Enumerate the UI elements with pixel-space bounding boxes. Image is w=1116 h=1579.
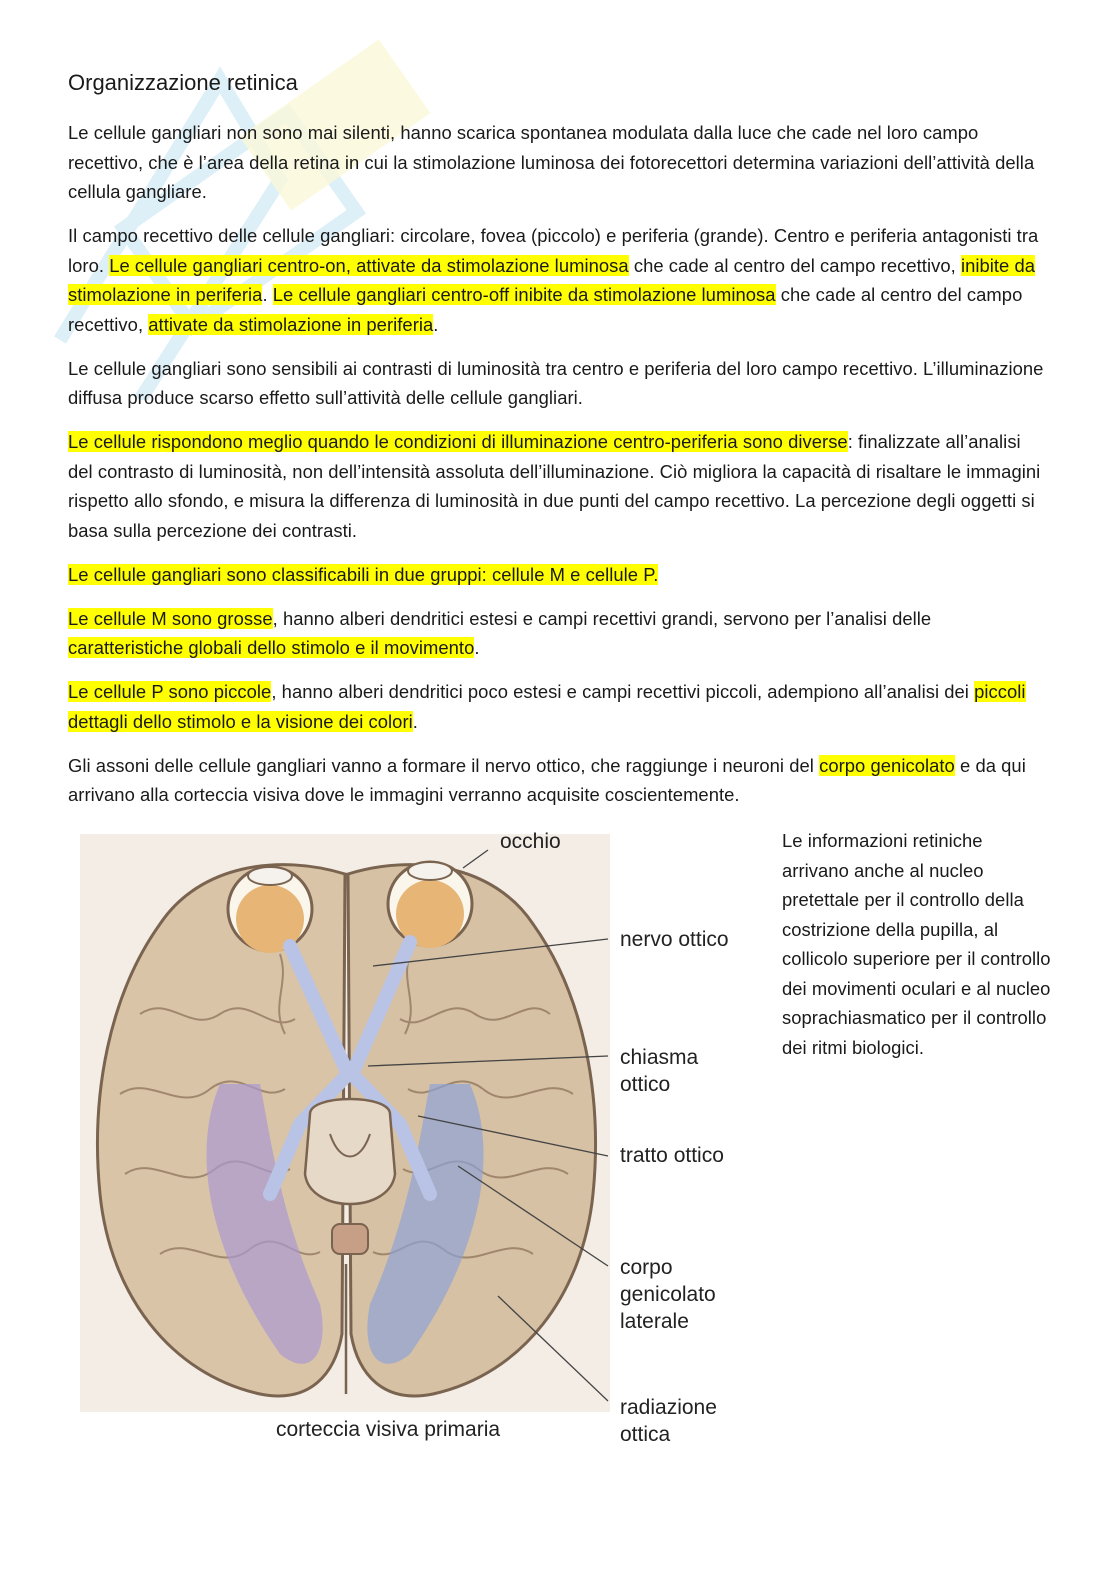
side-note: Le informazioni retiniche arrivano anche al nucleo pretettale per il controllo della costrizione della pupilla, al collicolo superiore per il controllo dei movimenti oculari e al nucleo soprachiasmatico per il controllo dei ritmi biologici. (782, 830, 1051, 1058)
highlighted-text: corpo genicolato (819, 754, 955, 776)
paragraph (68, 751, 1048, 810)
paragraph-list (68, 118, 1048, 810)
highlighted-text: Le cellule gangliari centro-off inibite da stimolazione luminosa (272, 284, 776, 305)
label-radiazione-line1: radiazione (620, 1396, 717, 1419)
highlighted-text: Le cellule M sono grosse (68, 607, 273, 629)
figure-row (68, 826, 1058, 1466)
text-run: Le cellule gangliari non sono mai silenti, hanno scarica spontanea modulata dalla luce che cade nel loro campo recettivo, che è l’area della retina in cui la stimolazione luminosa dei fotorecettori determina variazioni dell’attività della cellula gangliare. (68, 122, 1035, 202)
text-run: che cade al centro del campo recettivo, (628, 254, 961, 276)
highlighted-text: inibite da stimolazione in periferia (68, 254, 1036, 305)
label-chiasma-line2: ottico (620, 1073, 671, 1096)
text-run: Il campo recettivo delle cellule gangliari: circolare, fovea (piccolo) e periferia (grande). Centro e periferia antagonisti tra loro. (68, 225, 1039, 276)
paragraph (68, 221, 1048, 339)
highlighted-text: Le cellule rispondono meglio quando le condizioni di illuminazione centro-periferia sono diverse (68, 431, 848, 452)
section-title: Organizzazione retinica (68, 70, 298, 95)
label-corpo-genicolato (620, 1254, 716, 1335)
text-run: che cade al centro del campo recettivo, (68, 284, 1023, 335)
text-run: . (412, 710, 418, 732)
label-chiasma-line1: chiasma (620, 1046, 699, 1069)
paragraph (68, 354, 1048, 413)
text-run: , hanno alberi dendritici estesi e campi recettivi grandi, servono per l’analisi delle (272, 607, 932, 629)
brain-illustration (80, 834, 610, 1412)
label-nervo-ottico: nervo ottico (620, 928, 729, 951)
right-eye (388, 862, 472, 948)
label-chiasma-ottico (620, 1044, 698, 1098)
text-run: . (474, 637, 480, 658)
label-tratto-ottico: tratto ottico (620, 1144, 724, 1167)
highlighted-text: Le cellule P sono piccole (68, 681, 272, 702)
highlighted-text: piccoli dettagli dello stimolo e la visione dei colori (68, 681, 1026, 732)
left-eye (228, 867, 312, 953)
text-run: : finalizzate all’analisi del contrasto di luminosità, non dell’intensità assoluta dell’illuminazione. Ciò migliora la capacità di risaltare le immagini rispetto allo sfondo, e misura la differenza di luminosità in due punti del campo recettivo. La percezione degli oggetti si basa sulla percezione dei contrasti. (68, 431, 1041, 541)
paragraph (68, 604, 1048, 663)
text-run: e da qui arrivano alla corteccia visiva dove le immagini verranno acquisite coscientemente. (68, 754, 1026, 805)
highlighted-text: Le cellule gangliari sono classificabili in due gruppi: cellule M e cellule P. (68, 563, 659, 585)
paragraph (68, 118, 1048, 207)
paragraph (68, 560, 1048, 590)
label-corpo-line3: laterale (620, 1310, 689, 1333)
paragraph (68, 677, 1048, 736)
label-corteccia-visiva: corteccia visiva primaria (276, 1418, 501, 1441)
label-corpo-line1: corpo (620, 1256, 673, 1279)
label-occhio: occhio (500, 830, 561, 853)
text-run: , hanno alberi dendritici poco estesi e campi recettivi piccoli, adempiono all’analisi dei (271, 681, 975, 702)
text-run: Gli assoni delle cellule gangliari vanno a formare il nervo ottico, che raggiunge i neuroni del (68, 754, 820, 776)
document-body (68, 68, 1048, 824)
highlighted-text: Le cellule gangliari centro-on, attivate da stimolazione luminosa (109, 254, 629, 276)
label-corpo-line2: genicolato (620, 1283, 716, 1306)
text-run: Le cellule gangliari sono sensibili ai contrasti di luminosità tra centro e periferia del loro campo recettivo. L’illuminazione diffusa produce scarso effetto sull’attività delle cellule gangliari. (68, 357, 1044, 408)
highlighted-text: caratteristiche globali dello stimolo e il movimento (68, 637, 475, 658)
label-radiazione-ottica (620, 1394, 717, 1448)
text-run: . (433, 313, 439, 335)
label-radiazione-line2: ottica (620, 1423, 671, 1446)
paragraph (68, 427, 1048, 545)
text-run: . (262, 284, 273, 305)
brainstem (305, 1099, 395, 1204)
highlighted-text: attivate da stimolazione in periferia (148, 313, 434, 335)
